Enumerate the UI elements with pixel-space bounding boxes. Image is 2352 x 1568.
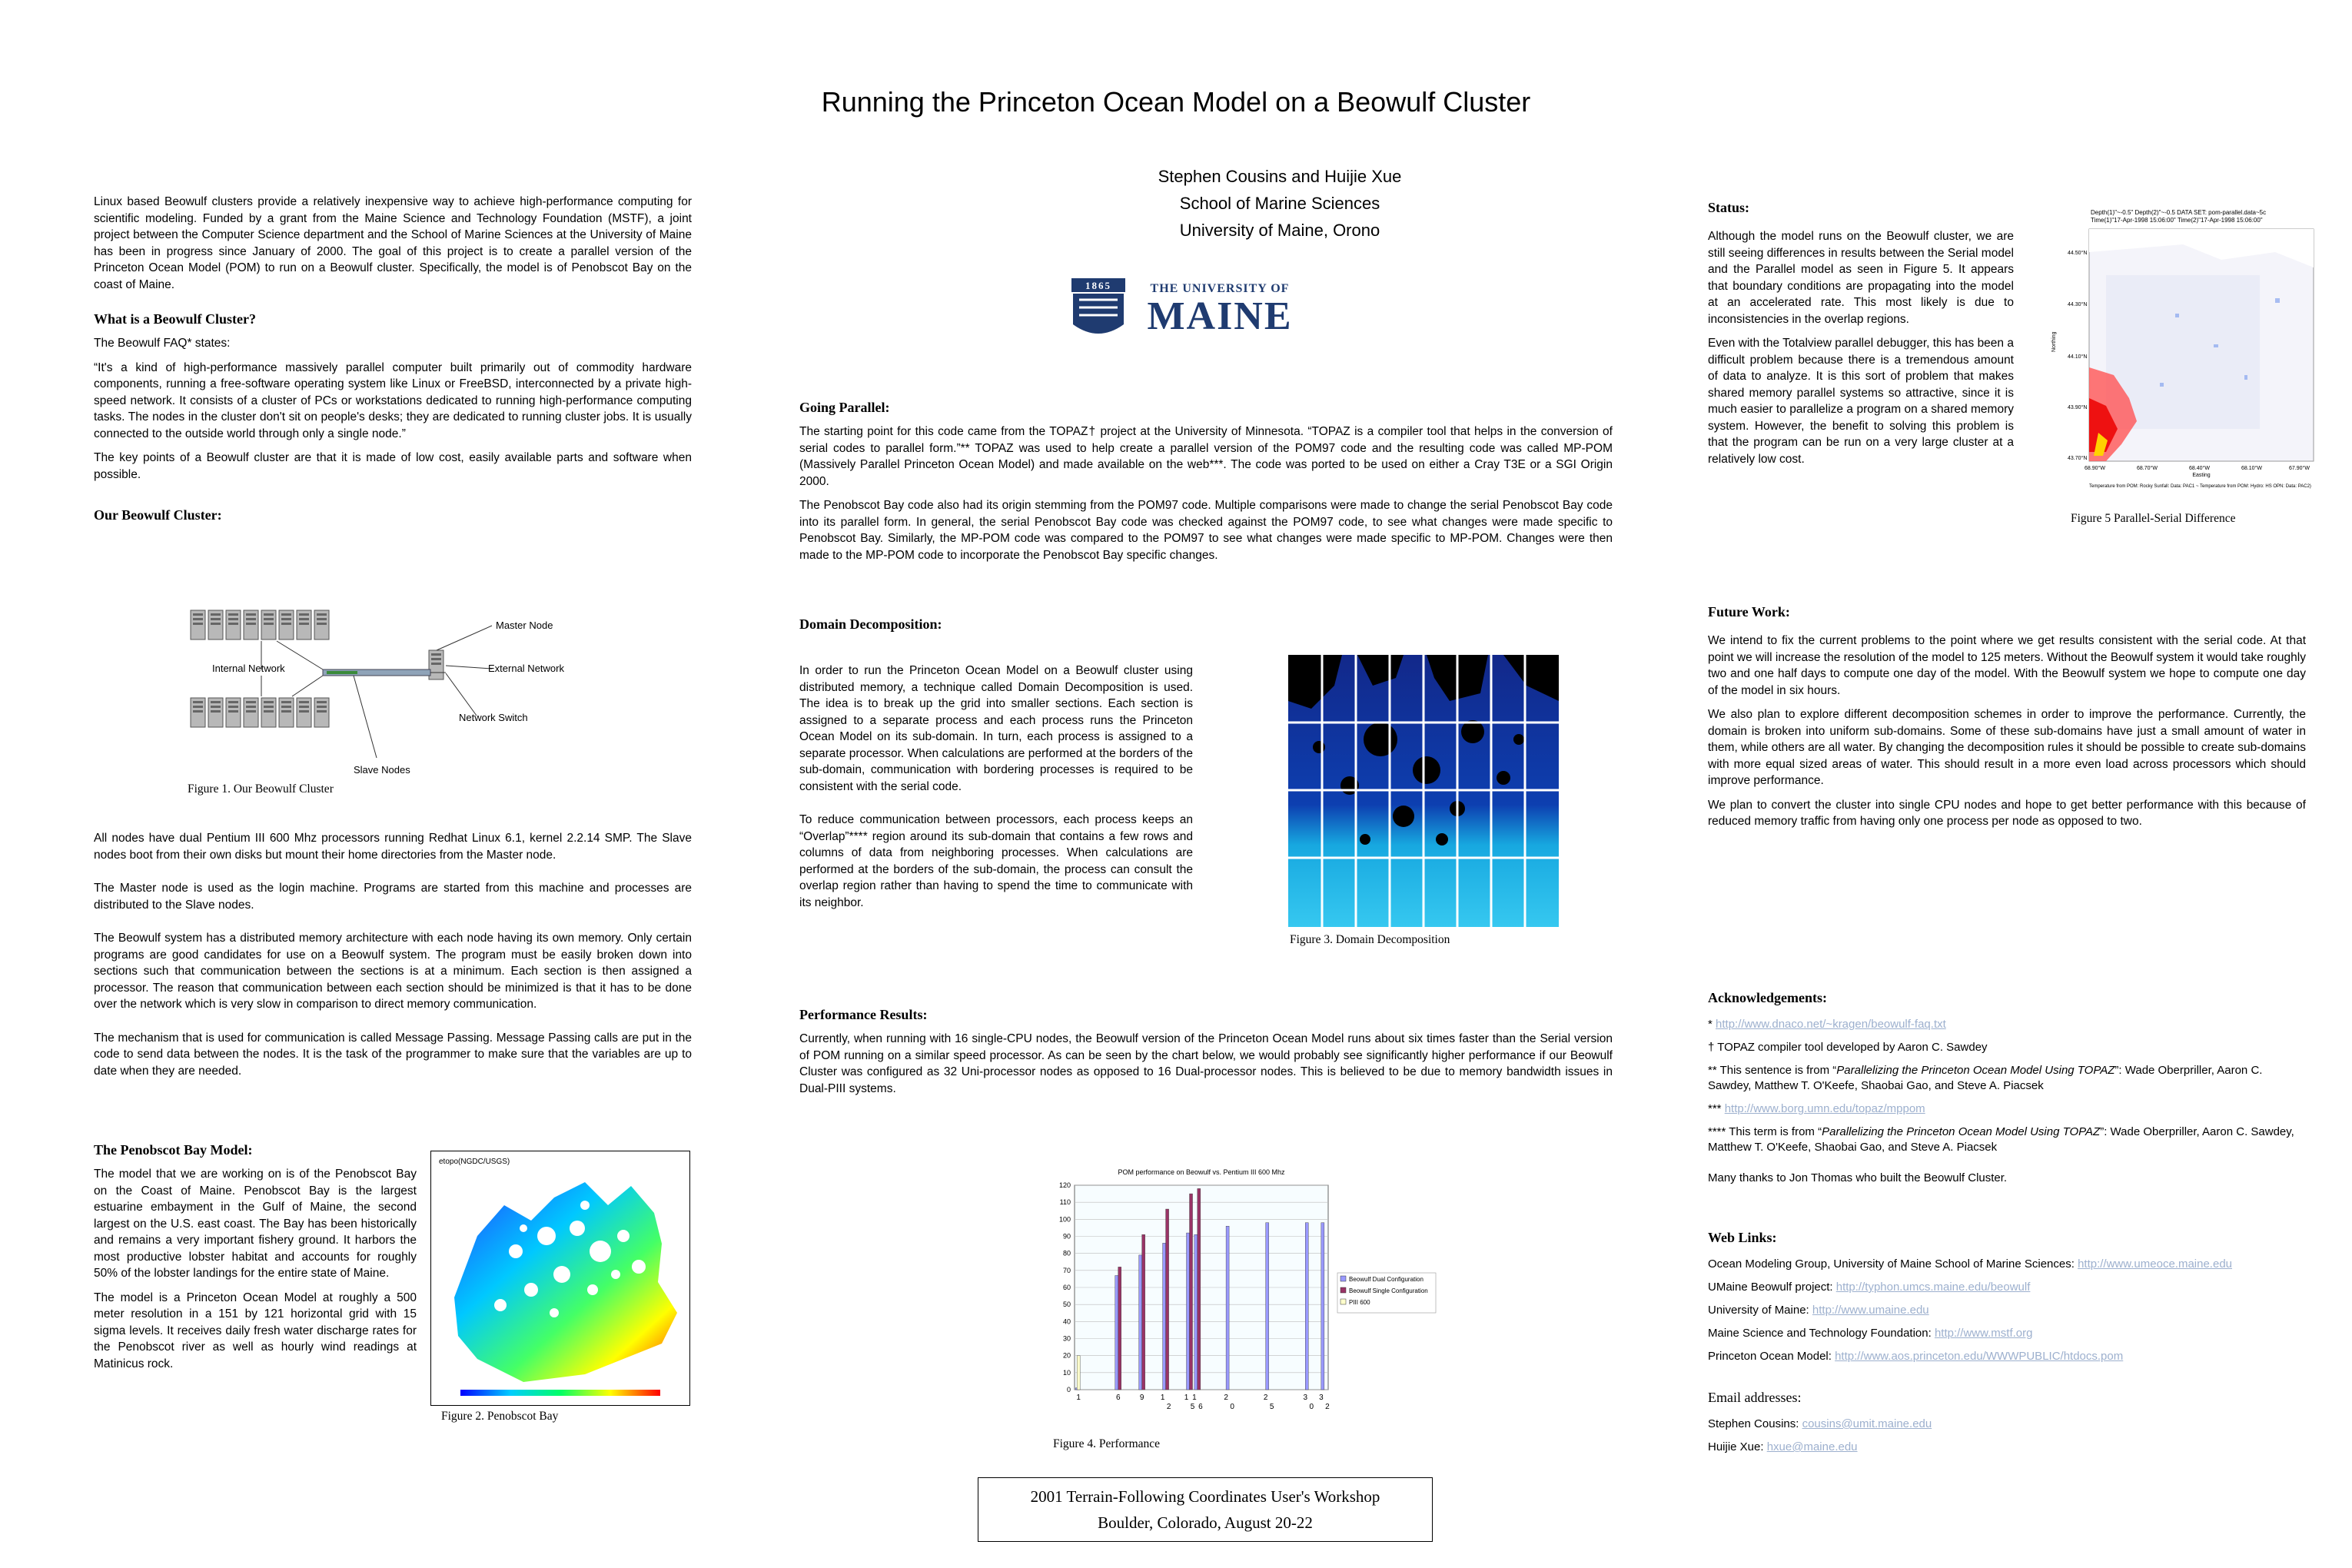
network-cable — [437, 626, 492, 650]
poster-title: Running the Princeton Ocean Model on a Beowulf Cluster — [821, 86, 1531, 118]
fig5-footer: Temperature from POM: Rocky Sunfall: Data: PAC1 ~ Temperature from POM: Hydro: HS OPN: Data: PAC2) — [2089, 484, 2311, 489]
ack5-title: Parallelizing the Princeton Ocean Model Using TOPAZ — [1822, 1125, 2101, 1138]
ack3-pre: ** This sentence is from “ — [1708, 1064, 1837, 1077]
bar-beowulf-dual-configuration — [1187, 1233, 1190, 1390]
penobscot-bay-map — [431, 1151, 689, 1405]
parallel-p1: The starting point for this code came from the TOPAZ† project at the University of Minnesota. “TOPAZ is a compiler tool that helps in the conversion of serial codes to parallel form.”** TOPAZ was used to help create a parallel version of the POM97 code and the resulting code was called MP-POM (Massively Parallel Princeton Ocean Model) and made available on the web***. The code was ported to be used on either a Cray T3E or a SGI Origin 2000. — [799, 425, 1613, 488]
bar-beowulf-single-configuration — [1198, 1188, 1201, 1390]
performance-bar-chart — [1038, 1162, 1483, 1423]
ack-item-2: † TOPAZ compiler tool developed by Aaron C. Sawdey — [1708, 1041, 1988, 1054]
ack3-post: ”: Wade Oberpriller, Aaron C. Sawdey, Matthew T. O'Keefe, Shaobai Gao, and Steve A. Piacsek — [1708, 1064, 2263, 1092]
performance-chart — [1038, 1162, 1483, 1423]
y-tick-label: 40 — [1062, 1317, 1071, 1326]
performance-p1: Currently, when running with 16 single-CPU nodes, the Beowulf version of the Princeton Ocean Model runs about six times faster than the Serial version of POM running on a similar speed processor. As can be seen by the chart below, we would probably see significantly higher performance if our Beowulf Cluster was configured as 32 Uni-processor nodes as opposed to 16 Dual-processor nodes. This is believed to be due to memory bandwidth issues in Dual-PIII systems. — [799, 1032, 1613, 1095]
parallel-heading: Going Parallel: — [799, 400, 890, 415]
bar-beowulf-dual-configuration — [1226, 1226, 1229, 1390]
map-source-label: etopo(NGDC/USGS) — [439, 1158, 510, 1166]
future-section — [1708, 604, 2306, 838]
parallel-section — [799, 400, 1613, 571]
domain-heading: Domain Decomposition: — [799, 616, 942, 632]
x-tick-label: 2 — [1166, 1403, 1171, 1411]
beowulf-faq-line: The Beowulf FAQ* states: — [94, 337, 231, 350]
x-tick-label: 2 — [1224, 1394, 1228, 1402]
fig5-xtick: 68.10°W — [2241, 466, 2262, 471]
y-tick-label: 60 — [1062, 1284, 1071, 1291]
fig5-xlabel: Easting — [2192, 473, 2211, 478]
fig5-xtick: 68.70°W — [2137, 466, 2158, 471]
slave-nodes-label: Slave Nodes — [354, 764, 410, 776]
weblink-label: University of Maine: — [1708, 1304, 1812, 1317]
x-tick-label: 3 — [1303, 1394, 1307, 1402]
ack5-pre: **** This term is from “ — [1708, 1125, 1822, 1138]
x-tick-label: 5 — [1190, 1403, 1195, 1411]
university-logo — [1070, 278, 1316, 340]
weblink-item — [1708, 1349, 2307, 1364]
y-tick-label: 70 — [1062, 1266, 1071, 1274]
master-node-label: Master Node — [496, 620, 553, 631]
cluster-text — [94, 830, 692, 1087]
cluster-diagram — [154, 596, 607, 781]
x-tick-label: 5 — [1269, 1403, 1274, 1411]
left-column — [94, 194, 692, 531]
future-p3: We plan to convert the cluster into single CPU nodes and hope to get better performance with this because of reduced memory traffic from having only one process per node as opposed to two. — [1708, 798, 2306, 828]
email-label: Stephen Cousins: — [1708, 1417, 1802, 1430]
bar-piii-600 — [1077, 1356, 1080, 1390]
cluster-p1: All nodes have dual Pentium III 600 Mhz processors running Redhat Linux 6.1, kernel 2.2.14 SMP. The Slave nodes boot from their own disks but mount their home directories from the Master node. — [94, 832, 692, 862]
bar-beowulf-dual-configuration — [1321, 1223, 1324, 1390]
weblink-label: Ocean Modeling Group, University of Maine School of Marine Sciences: — [1708, 1257, 2078, 1271]
legend-label: Beowulf Dual Configuration — [1349, 1276, 1423, 1283]
author-block — [976, 163, 1583, 244]
weblink-item — [1708, 1257, 2307, 1272]
workshop-location: Boulder, Colorado, August 20-22 — [1098, 1513, 1313, 1532]
x-tick-label: 6 — [1198, 1403, 1203, 1411]
y-tick-label: 30 — [1062, 1334, 1071, 1343]
network-cable — [446, 673, 477, 716]
beowulf-quote: “It's a kind of high-performance massively parallel computer built primarily out of commodity hardware components, running a free-software operating system like Linux or FreeBSD, interconnected by a private high-speed network. It consists of a cluster of PCs or workstations dedicated to running high-performance computing tasks. The nodes in the cluster don't sit on people's desks; they are dedicated to running cluster jobs. It is usually connected to the outside world through only a single node.” — [94, 360, 692, 440]
domain-text — [799, 663, 1193, 919]
author-names: Stephen Cousins and Huijie Xue — [1158, 167, 1402, 186]
fig5-ytick: 43.90°N — [2068, 405, 2088, 410]
x-tick-label: 6 — [1115, 1394, 1121, 1402]
penobscot-p2: The model is a Princeton Ocean Model at roughly a 500 meter resolution in a 151 by 121 horizontal grid with 15 sigma levels. It receives daily fresh water discharge rates for the Penobscot river as well as hourly wind readings at Matinicus rock. — [94, 1291, 417, 1370]
email-heading: Email addresses: — [1708, 1390, 1802, 1405]
y-tick-label: 10 — [1062, 1368, 1071, 1377]
penobscot-map-figure — [430, 1151, 690, 1406]
x-tick-label: 1 — [1076, 1394, 1081, 1402]
workshop-title: 2001 Terrain-Following Coordinates User's Workshop — [1030, 1487, 1380, 1506]
workshop-box — [978, 1477, 1433, 1542]
weblink-link[interactable]: http://typhon.umcs.maine.edu/beowulf — [1835, 1281, 2031, 1294]
email-item — [1708, 1417, 2307, 1432]
y-tick-label: 120 — [1058, 1181, 1071, 1189]
fig5-header-2: Time(1)"17-Apr-1998 15:06:00" Time(2)"17-Apr-1998 15:06:00" — [2091, 217, 2263, 224]
fig5-ytick: 44.30°N — [2068, 302, 2088, 307]
domain-grid-map — [1288, 655, 1559, 927]
ack-item-5 — [1708, 1125, 2307, 1155]
x-tick-label: 3 — [1319, 1394, 1324, 1402]
chart-title: POM performance on Beowulf vs. Pentium III 600 Mhz — [1118, 1168, 1285, 1176]
bar-beowulf-dual-configuration — [1115, 1275, 1118, 1390]
domain-p1: In order to run the Princeton Ocean Model on a Beowulf cluster using distributed memory, a technique called Domain Decomposition is used. The idea is to break up the grid into smaller sections. Each section is assigned to a separate process and each process runs the Princeton Ocean Model on its sub-domain. In turn, each process is assigned to a separate processor. When calculations are performed at the borders of the sub-domain, communication with bordering processes is required to be consistent with the serial code. — [799, 664, 1193, 793]
figure2-caption: Figure 2. Penobscot Bay — [441, 1410, 559, 1423]
legend-swatch — [1340, 1287, 1346, 1293]
y-tick-label: 20 — [1062, 1351, 1071, 1360]
ack-mark-4: *** — [1708, 1102, 1725, 1115]
author-dept: School of Marine Sciences — [1179, 194, 1380, 213]
penobscot-section — [94, 1142, 417, 1380]
x-tick-label: 1 — [1184, 1394, 1189, 1402]
performance-section — [799, 1007, 1613, 1105]
x-tick-label: 1 — [1160, 1394, 1165, 1402]
weblinks-section — [1708, 1230, 2307, 1372]
figure5-caption: Figure 5 Parallel-Serial Difference — [2071, 512, 2236, 525]
network-switch-label: Network Switch — [459, 712, 528, 723]
legend-label: PIII 600 — [1349, 1299, 1370, 1306]
figure4-caption: Figure 4. Performance — [1053, 1437, 1161, 1450]
domain-p2: To reduce communication between processors, each process keeps an “Overlap”**** region around its sub-domain that contains a few rows and columns of data from neighboring processes. When calculations are performed at the borders of the sub-domain, the process can consult the overlap region rather than having to spend the time to communicate with its neighbor. — [799, 813, 1193, 909]
y-tick-label: 110 — [1059, 1198, 1071, 1207]
bar-beowulf-dual-configuration — [1194, 1234, 1198, 1390]
y-tick-label: 80 — [1062, 1249, 1071, 1257]
email-label: Huijie Xue: — [1708, 1440, 1767, 1453]
beowulf-keypoints: The key points of a Beowulf cluster are that it is made of low cost, easily available parts and software when possible. — [94, 451, 692, 481]
x-tick-label: 0 — [1230, 1403, 1234, 1411]
fig5-ytick: 44.50°N — [2068, 251, 2088, 256]
future-heading: Future Work: — [1708, 604, 1790, 620]
fig5-ylabel: Northing — [2051, 331, 2057, 352]
email-section — [1708, 1390, 2307, 1463]
fig5-xtick: 68.90°W — [2085, 466, 2105, 471]
x-tick-label: 2 — [1325, 1403, 1330, 1411]
weblink-label: Maine Science and Technology Foundation: — [1708, 1327, 1935, 1340]
network-cable — [446, 666, 492, 669]
ack-mark-1: * — [1708, 1018, 1716, 1031]
weblink-label: UMaine Beowulf project: — [1708, 1281, 1836, 1294]
logo-line2: MAINE — [1147, 294, 1293, 338]
fig5-header-1: Depth(1)"~-0.5" Depth(2)"~-0.5 DATA SET: pom-parallel.data~5c — [2091, 209, 2267, 216]
cluster-p2: The Master node is used as the login machine. Programs are started from this machine and processes are distributed to the Slave nodes. — [94, 882, 692, 912]
weblink-link[interactable]: http://www.umaine.edu — [1812, 1304, 1929, 1317]
beowulf-faq-link[interactable]: http://www.dnaco.net/~kragen/beowulf-faq.txt — [1716, 1018, 1946, 1031]
bar-beowulf-single-configuration — [1142, 1234, 1145, 1390]
weblink-item — [1708, 1303, 2307, 1318]
difference-plot — [2045, 206, 2321, 513]
x-tick-label: 9 — [1139, 1394, 1144, 1402]
figure3-caption: Figure 3. Domain Decomposition — [1290, 933, 1450, 946]
ack3-title: Parallelizing the Princeton Ocean Model Using TOPAZ — [1836, 1064, 2115, 1077]
weblink-link[interactable]: http://www.mstf.org — [1934, 1327, 2033, 1340]
status-p1: Although the model runs on the Beowulf cluster, we are still seeing differences in results between the Serial model and the Parallel model as seen in Figure 5. It appears that boundary conditions are propagating into the model at an accelerated rate. This most likely is due to inconsistencies in the overlap regions. — [1708, 230, 2014, 326]
bar-beowulf-single-configuration — [1166, 1209, 1169, 1390]
external-network-label: External Network — [488, 663, 564, 674]
weblink-link[interactable]: http://www.aos.princeton.edu/WWWPUBLIC/htdocs.pom — [1835, 1350, 2124, 1363]
author-univ: University of Maine, Orono — [1179, 221, 1380, 240]
bar-beowulf-dual-configuration — [1305, 1223, 1308, 1390]
ack-item-1 — [1708, 1017, 2307, 1032]
network-cable — [354, 676, 377, 758]
ack-thanks: Many thanks to Jon Thomas who built the Beowulf Cluster. — [1708, 1171, 2008, 1184]
y-tick-label: 50 — [1062, 1301, 1071, 1309]
domain-decomposition-figure — [1288, 655, 1559, 927]
parallel-serial-figure — [2045, 206, 2321, 513]
penobscot-p1: The model that we are working on is of the Penobscot Bay on the Coast of Maine. Penobscot Bay is the largest estuarine embayment in the Gulf of Maine, the second largest on the U.S. east coast. The Bay has been historically and remains a very important fishery ground. It harbors the most productive lobster habitat and accounts for roughly 50% of the lobster landings for the entire state of Maine. — [94, 1168, 417, 1280]
acknowledgements-section — [1708, 990, 2307, 1194]
fig5-ytick: 44.10°N — [2068, 354, 2088, 360]
email-link[interactable]: cousins@umit.maine.edu — [1802, 1417, 1932, 1430]
bar-beowulf-dual-configuration — [1139, 1255, 1142, 1390]
university-shield-icon — [1070, 278, 1316, 340]
performance-heading: Performance Results: — [799, 1007, 928, 1022]
internal-network-label: Internal Network — [212, 663, 285, 674]
bar-beowulf-dual-configuration — [1266, 1223, 1269, 1390]
x-tick-label: 1 — [1192, 1394, 1197, 1402]
ack5-post: ”: Wade Oberpriller, Aaron C. Sawdey, Matthew T. O'Keefe, Shaobai Gao, and Steve A. Piacsek — [1708, 1125, 2294, 1154]
bar-beowulf-single-configuration — [1190, 1194, 1193, 1390]
logo-year: 1865 — [1085, 280, 1111, 291]
penobscot-heading: The Penobscot Bay Model: — [94, 1142, 253, 1158]
cluster-p4: The mechanism that is used for communication is called Message Passing. Message Passing calls are put in the code to send data between the nodes. It is the task of the programmer to make sure that the variables are up to date when they are needed. — [94, 1031, 692, 1078]
beowulf-heading: What is a Beowulf Cluster? — [94, 311, 256, 327]
y-tick-label: 0 — [1066, 1386, 1071, 1394]
x-tick-label: 0 — [1309, 1403, 1314, 1411]
fig5-xtick: 68.40°W — [2189, 466, 2210, 471]
status-p2: Even with the Totalview parallel debugger, this has been a difficult problem because there is a tremendous amount of data to analyze. It is this sort of problem that makes shared memory parallel systems so attractive, since it is much easier to parallelize a program on a shared memory system. However, the benefit to solving this problem is that the program can be run on a very large cluster at a relatively low cost. — [1708, 337, 2014, 466]
email-item — [1708, 1440, 2307, 1455]
mppom-link[interactable]: http://www.borg.umn.edu/topaz/mppom — [1724, 1102, 1925, 1115]
status-section — [1708, 200, 2014, 475]
fig5-xtick: 67.90°W — [2289, 466, 2310, 471]
future-p2: We also plan to explore different decomposition schemes in order to improve the performance. Currently, the domain is broken into uniform sub-domains. Some of these sub-domains have just a small amount of water in them, while others are all water. By changing the decomposition rules it should be possible to create sub-domains with more equal sized areas of water. This should result in a more even load across processors which should improve performance. — [1708, 708, 2307, 787]
ack-heading: Acknowledgements: — [1708, 990, 1827, 1005]
weblinks-heading: Web Links: — [1708, 1230, 1777, 1245]
y-tick-label: 100 — [1058, 1215, 1071, 1224]
fig5-ytick: 43.70°N — [2068, 456, 2088, 461]
network-cable — [292, 676, 323, 696]
weblink-label: Princeton Ocean Model: — [1708, 1350, 1835, 1363]
weblink-link[interactable]: http://www.umeoce.maine.edu — [2078, 1257, 2233, 1271]
ack-item-4 — [1708, 1101, 2307, 1117]
logo-line1: THE UNIVERSITY OF — [1150, 282, 1290, 295]
figure1-caption: Figure 1. Our Beowulf Cluster — [188, 782, 334, 796]
email-link[interactable]: hxue@maine.edu — [1766, 1440, 1858, 1453]
ack-item-3 — [1708, 1063, 2307, 1094]
cluster-heading: Our Beowulf Cluster: — [94, 507, 222, 523]
legend-swatch — [1340, 1276, 1346, 1281]
status-heading: Status: — [1708, 200, 1750, 215]
bar-beowulf-single-configuration — [1118, 1267, 1121, 1390]
future-p1: We intend to fix the current problems to the point where we get results consistent with the serial code. At that point we will increase the resolution of the model to 125 meters. Without the Beowulf system it would take roughly two and one half days to compute one day of the model. With the Beowulf system we hope to compute one day of the model in six hours. — [1708, 634, 2306, 697]
legend-label: Beowulf Single Configuration — [1349, 1287, 1428, 1294]
intro-paragraph: Linux based Beowulf clusters provide a relatively inexpensive way to achieve high-performance computing for scientific modeling. Funded by a grant from the Maine Science and Technology Foundation (MSTF), a joint project between the Computer Science department and the School of Marine Sciences at the University of Maine has been in progress since January of 2000. The goal of this project is to create a parallel version of the Princeton Ocean Model (POM) to run on a Beowulf cluster. Specifically, the model is of Penobscot Bay on the coast of Maine. — [94, 195, 692, 291]
bar-beowulf-dual-configuration — [1163, 1243, 1166, 1390]
weblink-item — [1708, 1280, 2307, 1295]
parallel-p2: The Penobscot Bay code also had its origin stemming from the POM97 code. Multiple comparisons were made to change the serial Penobscot Bay code into its parallel form. In general, the serial Penobscot Bay code was checked against the POM97 code, to see what changes were made specific to Penobscot Bay. Similarly, the MP-POM code was compared to the POM97 to see what changes were made specific to MP-POM. Changes were then made to the MP-POM code to incorporate the Penobscot Bay specific changes. — [799, 499, 1613, 562]
y-tick-label: 90 — [1062, 1232, 1071, 1241]
weblink-item — [1708, 1326, 2307, 1341]
x-tick-label: 2 — [1263, 1394, 1268, 1402]
cluster-p3: The Beowulf system has a distributed memory architecture with each node having its own memory. Only certain programs are good candidates for use on a Beowulf system. The program must be easily broken down into sections such that communication between the sections is at a minimum. Each section is then assigned a processor. The reason that communication between each section should be minimized is that it has to be done over the network which is very slow in comparison to direct memory communication. — [94, 932, 692, 1011]
legend-swatch — [1340, 1299, 1346, 1304]
